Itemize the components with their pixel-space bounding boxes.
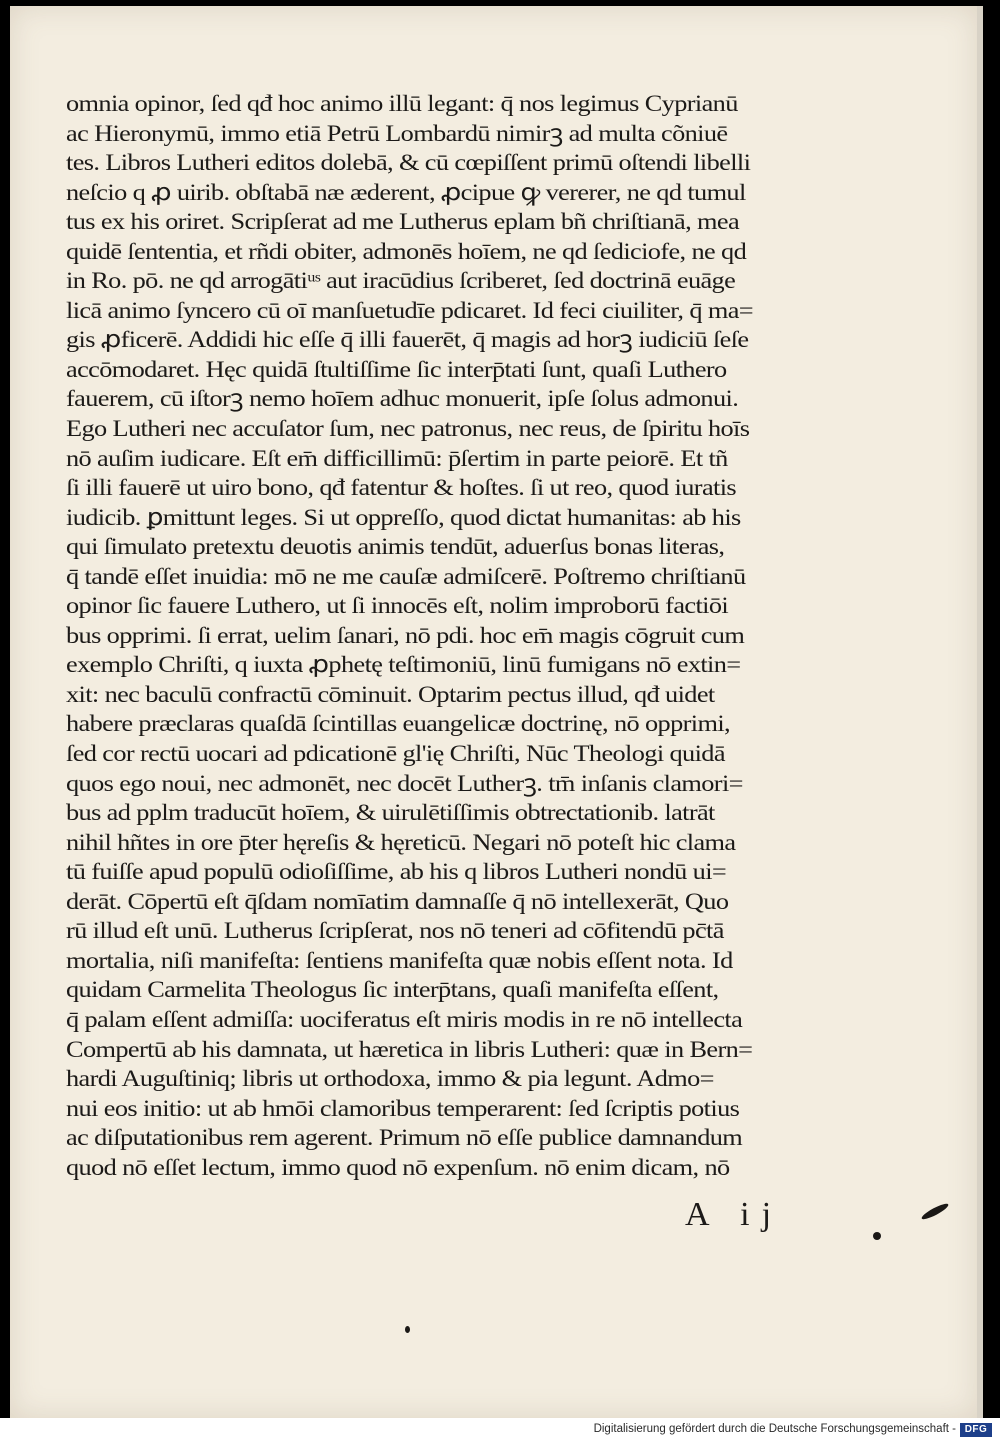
footer-credit: Digitalisierung gefördert durch die Deutsche Forschungsgemeinschaft - [593, 1423, 956, 1435]
dfg-logo: DFG [960, 1423, 992, 1437]
text-line: fauerem, cū iſtorꝫ nemo hoīem adhuc monuerit, ipſe ſolus admonui. [66, 386, 739, 413]
text-line: quos ego noui, nec admonēt, nec docēt Lutherꝫ. tm̄ inſanis clamori= [66, 770, 743, 797]
text-line: ac Hieronymū, immo etiā Petrū Lombardū nimirꝫ ad multa cõniuē [66, 120, 728, 147]
ink-spot [873, 1232, 881, 1240]
text-line: omnia opinor, ſed qđ hoc animo illū legant: q̄ nos legimus Cyprianū [66, 91, 738, 117]
text-line: mortalia, niſi manifeſta: ſentiens manifeſta quæ nobis eſſent nota. Id [66, 947, 733, 974]
text-line: q̄ tandē eſſet inuidia: mō ne me cauſæ admiſcerē. Poſtremo chriſtianū [66, 563, 746, 590]
text-line: hardi Auguſtiniq; libris ut orthodoxa, immo & pia legunt. Admo= [66, 1066, 714, 1093]
text-line: bus ad pplm traducūt hoīem, & uirulētiſſimis obtrectationib. latrāt [66, 800, 715, 827]
text-line: nihil hñtes in ore p̄ter hęreſis & hęreticū. Negari nō poteſt hic clama [66, 829, 736, 856]
text-line: licā animo ſyncero cū oī manſuetudīe pdicaret. Id feci ciuiliter, q̄ ma= [66, 297, 753, 324]
text-line: exemplo Chriſti, q iuxta ꝓphetę teſtimoniū, linū fumigans nō extin= [66, 652, 741, 679]
text-line: iudicib. ꝑmittunt leges. Si ut oppreſſo, quod dictat humanitas: ab his [66, 504, 741, 531]
text-line: tes. Libros Lutheri editos dolebā, & cū cœpiſſent primū oſtendi libelli [66, 150, 751, 177]
text-line: opinor ſic fauere Luthero, ut ſi innocēs eſt, nolim improborū factiōi [66, 593, 729, 620]
text-line: nō auſim iudicare. Eſt em̄ difficillimū: p̄ſertim in parte peiorē. Et tñ [66, 445, 728, 472]
text-line: q̄ palam eſſent admiſſa: uociferatus eſt miris modis in re nō intellecta [66, 1006, 743, 1033]
page-edge [977, 6, 983, 1418]
body-text [66, 90, 826, 1183]
text-line: Compertū ab his damnata, ut hæretica in libris Lutheri: quæ in Bern= [66, 1036, 753, 1063]
text-line: ac diſputationibus rem agerent. Primum nō eſſe publice damnandum [66, 1125, 743, 1152]
text-line: quidē ſententia, et rñdi obiter, admonēs hoīem, ne qd ſediciofe, ne qd [66, 238, 747, 265]
text-line: quidam Carmelita Theologus ſic interp̄tans, quaſi manifeſta eſſent, [66, 977, 719, 1004]
text-line: neſcio q ꝓ uirib. obſtabā næ æderent, ꝓcipue ꝙ vererer, ne qd tumul [66, 179, 746, 206]
text-line: tus ex his oriret. Scripſerat ad me Lutherus eplam bñ chriſtianā, mea [66, 209, 740, 236]
text-line: quod nō eſſet lectum, immo quod nō expenſum. nō enim dicam, nō [66, 1154, 730, 1181]
text-line: accōmodaret. Hęc quidā ſtultiſſime ſic interp̄tati ſunt, quaſi Luthero [66, 356, 727, 383]
text-line: nui eos initio: ut ab hmōi clamoribus temperarent: ſed ſcriptis potius [66, 1095, 740, 1122]
text-line: bus opprimi. ſi errat, uelim ſanari, nō pdi. hoc em̄ magis cōgruit cum [66, 622, 745, 649]
signature-mark: A ij [685, 1196, 784, 1233]
text-line: gis ꝓficerē. Addidi hic eſſe q̄ illi fauerēt, q̄ magis ad horꝫ iudiciū ſeſe [66, 327, 749, 354]
text-line: rū illud eſt unū. Lutherus ſcripſerat, nos nō teneri ad cōfitendū pc̄tā [66, 918, 724, 945]
ink-spot [405, 1326, 410, 1333]
text-line: in Ro. pō. ne qd arrogātiᵘˢ aut iracūdius ſcriberet, ſed doctrinā euāge [66, 268, 736, 295]
text-line: derāt. Cōpertū eſt q̄ſdam nomīatim damnaſſe q̄ nō intellexerāt, Quo [66, 888, 729, 915]
text-line: ſi illi fauerē ut uiro bono, qđ fatentur & hoſtes. ſi ut reo, quod iuratis [66, 475, 737, 502]
text-line: tū fuiſſe apud populū odioſiſſime, ab his q libros Lutheri nondū ui= [66, 859, 727, 886]
text-line: habere præclaras quaſdā ſcintillas euangelicæ doctrinę, nō opprimi, [66, 711, 731, 738]
text-line: xit: nec baculū confractū cōminuit. Optarim pectus illud, qđ uidet [66, 681, 715, 708]
text-line: Ego Lutheri nec accuſator ſum, nec patronus, nec reus, de ſpiritu hoīs [66, 416, 750, 443]
text-line: ſed cor rectū uocari ad pdicationē gl'ię Chriſti, Nūc Theologi quidā [66, 741, 725, 768]
text-line: qui ſimulato pretextu deuotis animis tendūt, aduerſus bonas literas, [66, 534, 725, 561]
